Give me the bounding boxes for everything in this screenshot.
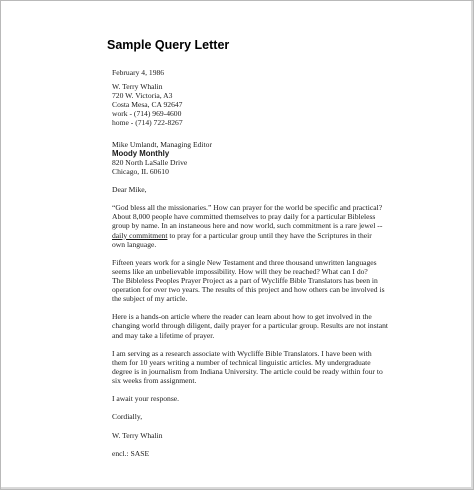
closing: Cordially, bbox=[112, 412, 143, 422]
paragraph-line-rest: to pray for a particular group until they have the Scriptures in their bbox=[169, 230, 372, 240]
letter-body bbox=[112, 68, 437, 458]
paragraph-5 bbox=[112, 394, 437, 403]
sender-work-phone: work - (714) 969-4600 bbox=[112, 109, 182, 119]
paragraph-3 bbox=[112, 312, 437, 339]
paragraph-1 bbox=[112, 203, 437, 248]
paragraph-line: changing world through diligent, daily prayer for a particular group. Results are not instant bbox=[112, 321, 389, 331]
paragraph-line: Here is a hands-on article where the reader can learn about how to get involved in the bbox=[112, 312, 372, 322]
sender-address bbox=[112, 82, 437, 127]
paragraph-line: operation for over two years. The results of this project and how others can be involved is bbox=[112, 285, 385, 295]
salutation: Dear Mike, bbox=[112, 185, 147, 195]
paragraph-line: degree is in journalism from Indiana University. The article could be ready within four to bbox=[112, 366, 383, 376]
paragraph-line bbox=[112, 231, 437, 240]
paragraph-line: Fifteen years work for a single New Testament and three thousand unwritten languages bbox=[112, 257, 377, 267]
paragraph-line: I am serving as a research associate with Wycliffe Bible Translators. I have been with bbox=[112, 348, 372, 358]
paragraph-4 bbox=[112, 349, 437, 385]
paragraph-line: I await your response. bbox=[112, 394, 180, 404]
paragraph-line: seems like an unbelievable impossibility. How will they be reached? What can I do? bbox=[112, 266, 368, 276]
signature-name: W. Terry Whalin bbox=[112, 430, 163, 440]
sender-street: 720 W. Victoria, A3 bbox=[112, 91, 173, 101]
sender-city: Costa Mesa, CA 92647 bbox=[112, 100, 183, 110]
paragraph-line: own language. bbox=[112, 239, 157, 249]
recipient-publication: Moody Monthly bbox=[112, 148, 170, 158]
paragraph-line: them for 10 years writing a number of technical linguistic articles. My undergraduate bbox=[112, 357, 371, 367]
paragraph-line: group by name. In an instaneous here and now world, such commitment is a rare jewel -- bbox=[112, 221, 383, 231]
paragraph-line: six weeks from assignment. bbox=[112, 376, 197, 385]
page-title: Sample Query Letter bbox=[107, 38, 230, 52]
underlined-phrase: daily commitment bbox=[112, 230, 168, 240]
sender-name: W. Terry Whalin bbox=[112, 82, 163, 92]
recipient-name: Mike Umlandt, Managing Editor bbox=[112, 139, 212, 149]
paragraph-line: the subject of my article. bbox=[112, 294, 188, 304]
recipient-address bbox=[112, 140, 437, 176]
paragraph-line: About 8,000 people have committed themselves to pray daily for a particular Bibleless bbox=[112, 212, 376, 222]
recipient-city: Chicago, IL 60610 bbox=[112, 166, 169, 176]
paragraph-line: “God bless all the missionaries.” How can prayer for the world be specific and practical? bbox=[112, 203, 383, 213]
recipient-street: 820 North LaSalle Drive bbox=[112, 157, 188, 167]
paragraph-2 bbox=[112, 258, 437, 303]
sender-home-phone: home - (714) 722-8267 bbox=[112, 118, 183, 128]
paragraph-line: The Bibleless Peoples Prayer Project as a part of Wycliffe Bible Translators has been in bbox=[112, 275, 378, 285]
paragraph-line: and may take a lifetime of prayer. bbox=[112, 330, 215, 340]
enclosure-note: encl.: SASE bbox=[112, 448, 150, 458]
letter-date: February 4, 1986 bbox=[112, 68, 165, 77]
